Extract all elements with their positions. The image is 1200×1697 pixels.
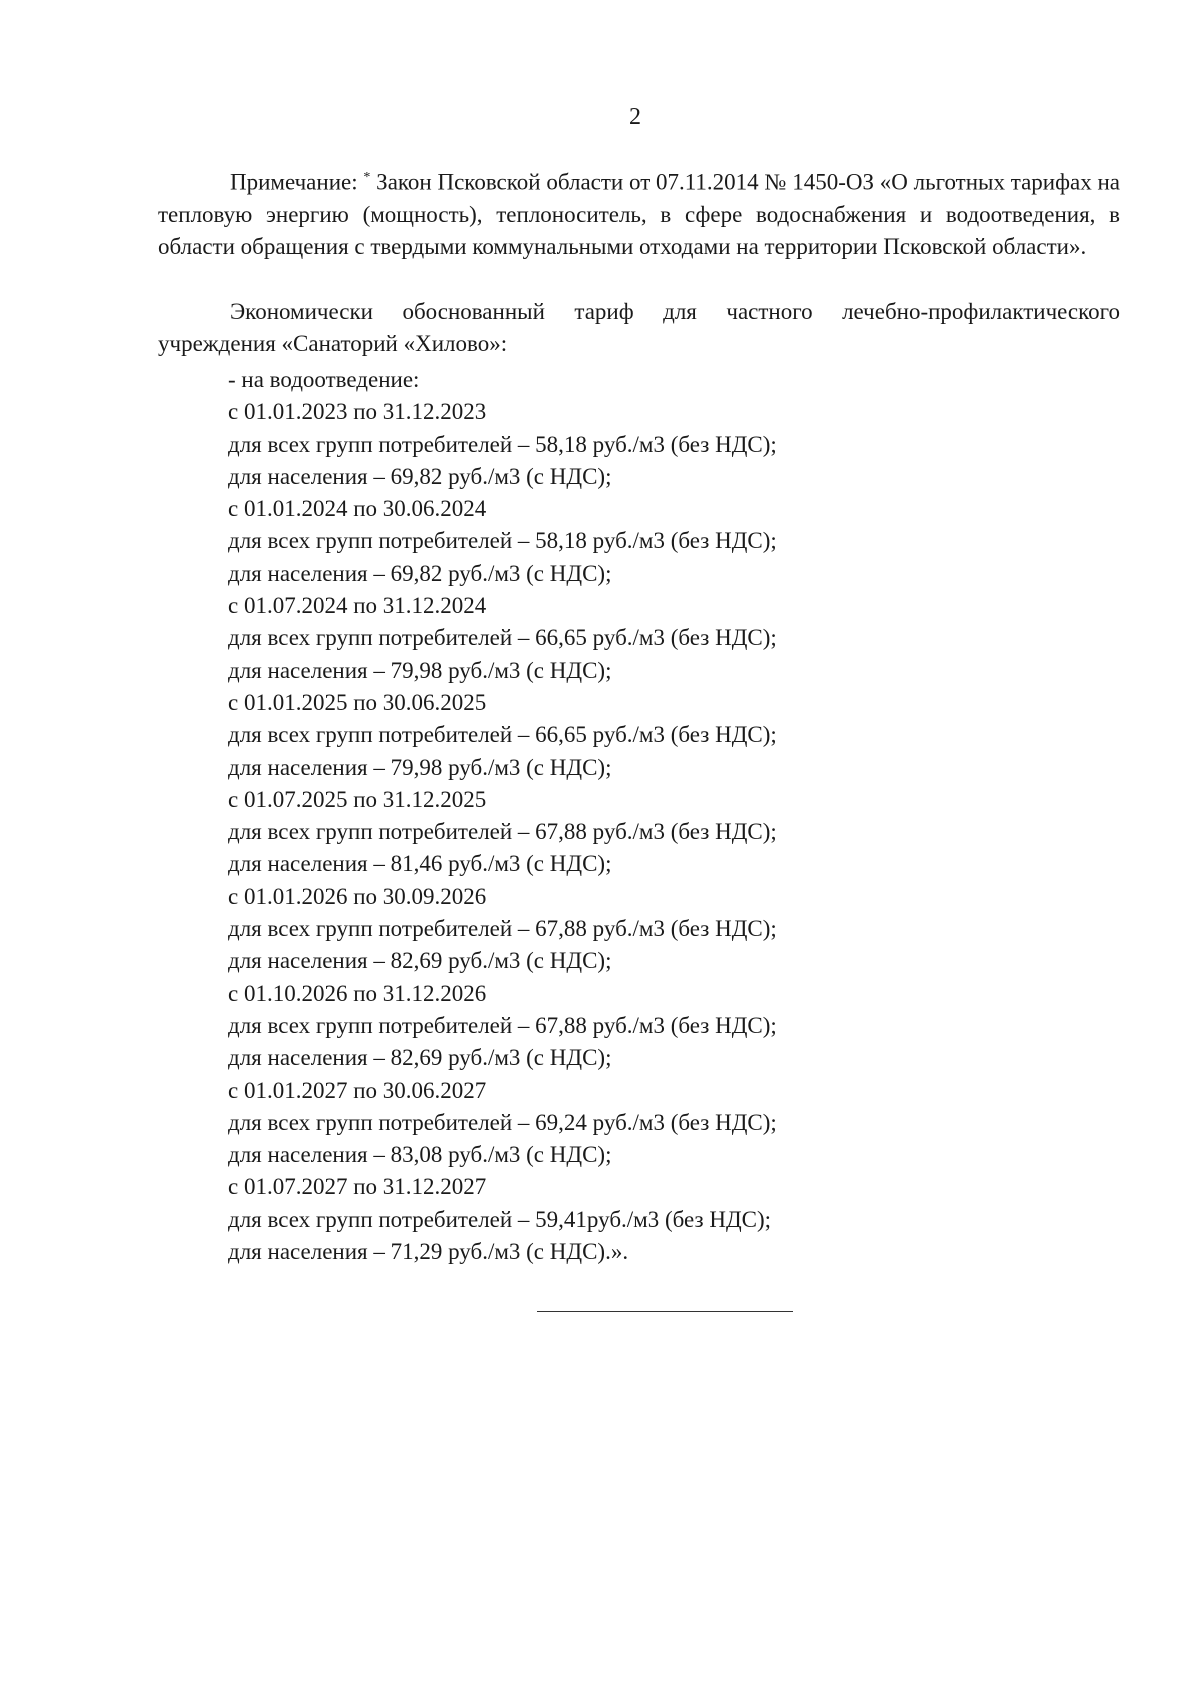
tariff-line: для населения – 79,98 руб./м3 (с НДС);: [228, 754, 612, 780]
tariff-line: для всех групп потребителей – 58,18 руб./м3 (без НДС);: [228, 528, 777, 554]
tariff-list: [228, 364, 1028, 1268]
tariff-intro-paragraph: Экономически обоснованный тариф для частного лечебно-профилактического учреждения «Санаторий «Хилово»:: [158, 299, 1120, 356]
end-rule: [537, 1311, 793, 1312]
tariff-line: для всех групп потребителей – 67,88 руб./м3 (без НДС);: [228, 916, 777, 942]
note-text: Закон Псковской области от 07.11.2014 № 1450-ОЗ «О льготных тарифах на тепловую энергию (мощность), теплоноситель, в сфере водоснабжения и водоотведения, в области обращения с твердыми коммунальными отходами на территории Псковской области».: [158, 169, 1121, 259]
tariff-line: с 01.01.2025 по 30.06.2025: [228, 689, 487, 715]
note-paragraph: [158, 162, 1120, 263]
tariff-line: с 01.01.2026 по 30.09.2026: [228, 883, 487, 909]
note-asterisk: *: [363, 170, 371, 185]
tariff-line: с 01.07.2024 по 31.12.2024: [228, 593, 487, 619]
tariff-line: - на водоотведение:: [228, 367, 420, 392]
tariff-line: для всех групп потребителей – 59,41руб./м3 (без НДС);: [228, 1206, 772, 1232]
note-lead: Примечание:: [230, 169, 358, 195]
tariff-line: для всех групп потребителей – 67,88 руб./м3 (без НДС);: [228, 1012, 777, 1038]
tariff-line: для всех групп потребителей – 69,24 руб./м3 (без НДС);: [228, 1109, 777, 1135]
tariff-line: для всех групп потребителей – 58,18 руб./м3 (без НДС);: [228, 431, 777, 457]
page-number: 2: [629, 104, 641, 130]
tariff-line: с 01.07.2027 по 31.12.2027: [228, 1174, 487, 1200]
tariff-line: для населения – 81,46 руб./м3 (с НДС);: [228, 851, 612, 877]
tariff-line: с 01.01.2023 по 31.12.2023: [228, 399, 487, 425]
tariff-line: для населения – 82,69 руб./м3 (с НДС);: [228, 1045, 612, 1071]
tariff-line: для населения – 79,98 руб./м3 (с НДС);: [228, 657, 612, 683]
tariff-line: для всех групп потребителей – 67,88 руб./м3 (без НДС);: [228, 819, 777, 845]
tariff-line: с 01.01.2024 по 30.06.2024: [228, 496, 487, 522]
tariff-line: для всех групп потребителей – 66,65 руб./м3 (без НДС);: [228, 625, 777, 651]
tariff-line: с 01.10.2026 по 31.12.2026: [228, 980, 487, 1006]
tariff-line: с 01.01.2027 по 30.06.2027: [228, 1077, 487, 1103]
tariff-line: для всех групп потребителей – 66,65 руб./м3 (без НДС);: [228, 722, 777, 748]
tariff-line: для населения – 69,82 руб./м3 (с НДС);: [228, 463, 612, 489]
tariff-line: для населения – 69,82 руб./м3 (с НДС);: [228, 560, 612, 586]
tariff-line: для населения – 82,69 руб./м3 (с НДС);: [228, 948, 612, 974]
tariff-line: для населения – 71,29 руб./м3 (с НДС).».: [228, 1239, 629, 1265]
tariff-line: с 01.07.2025 по 31.12.2025: [228, 786, 487, 812]
tariff-line: для населения – 83,08 руб./м3 (с НДС);: [228, 1142, 612, 1168]
